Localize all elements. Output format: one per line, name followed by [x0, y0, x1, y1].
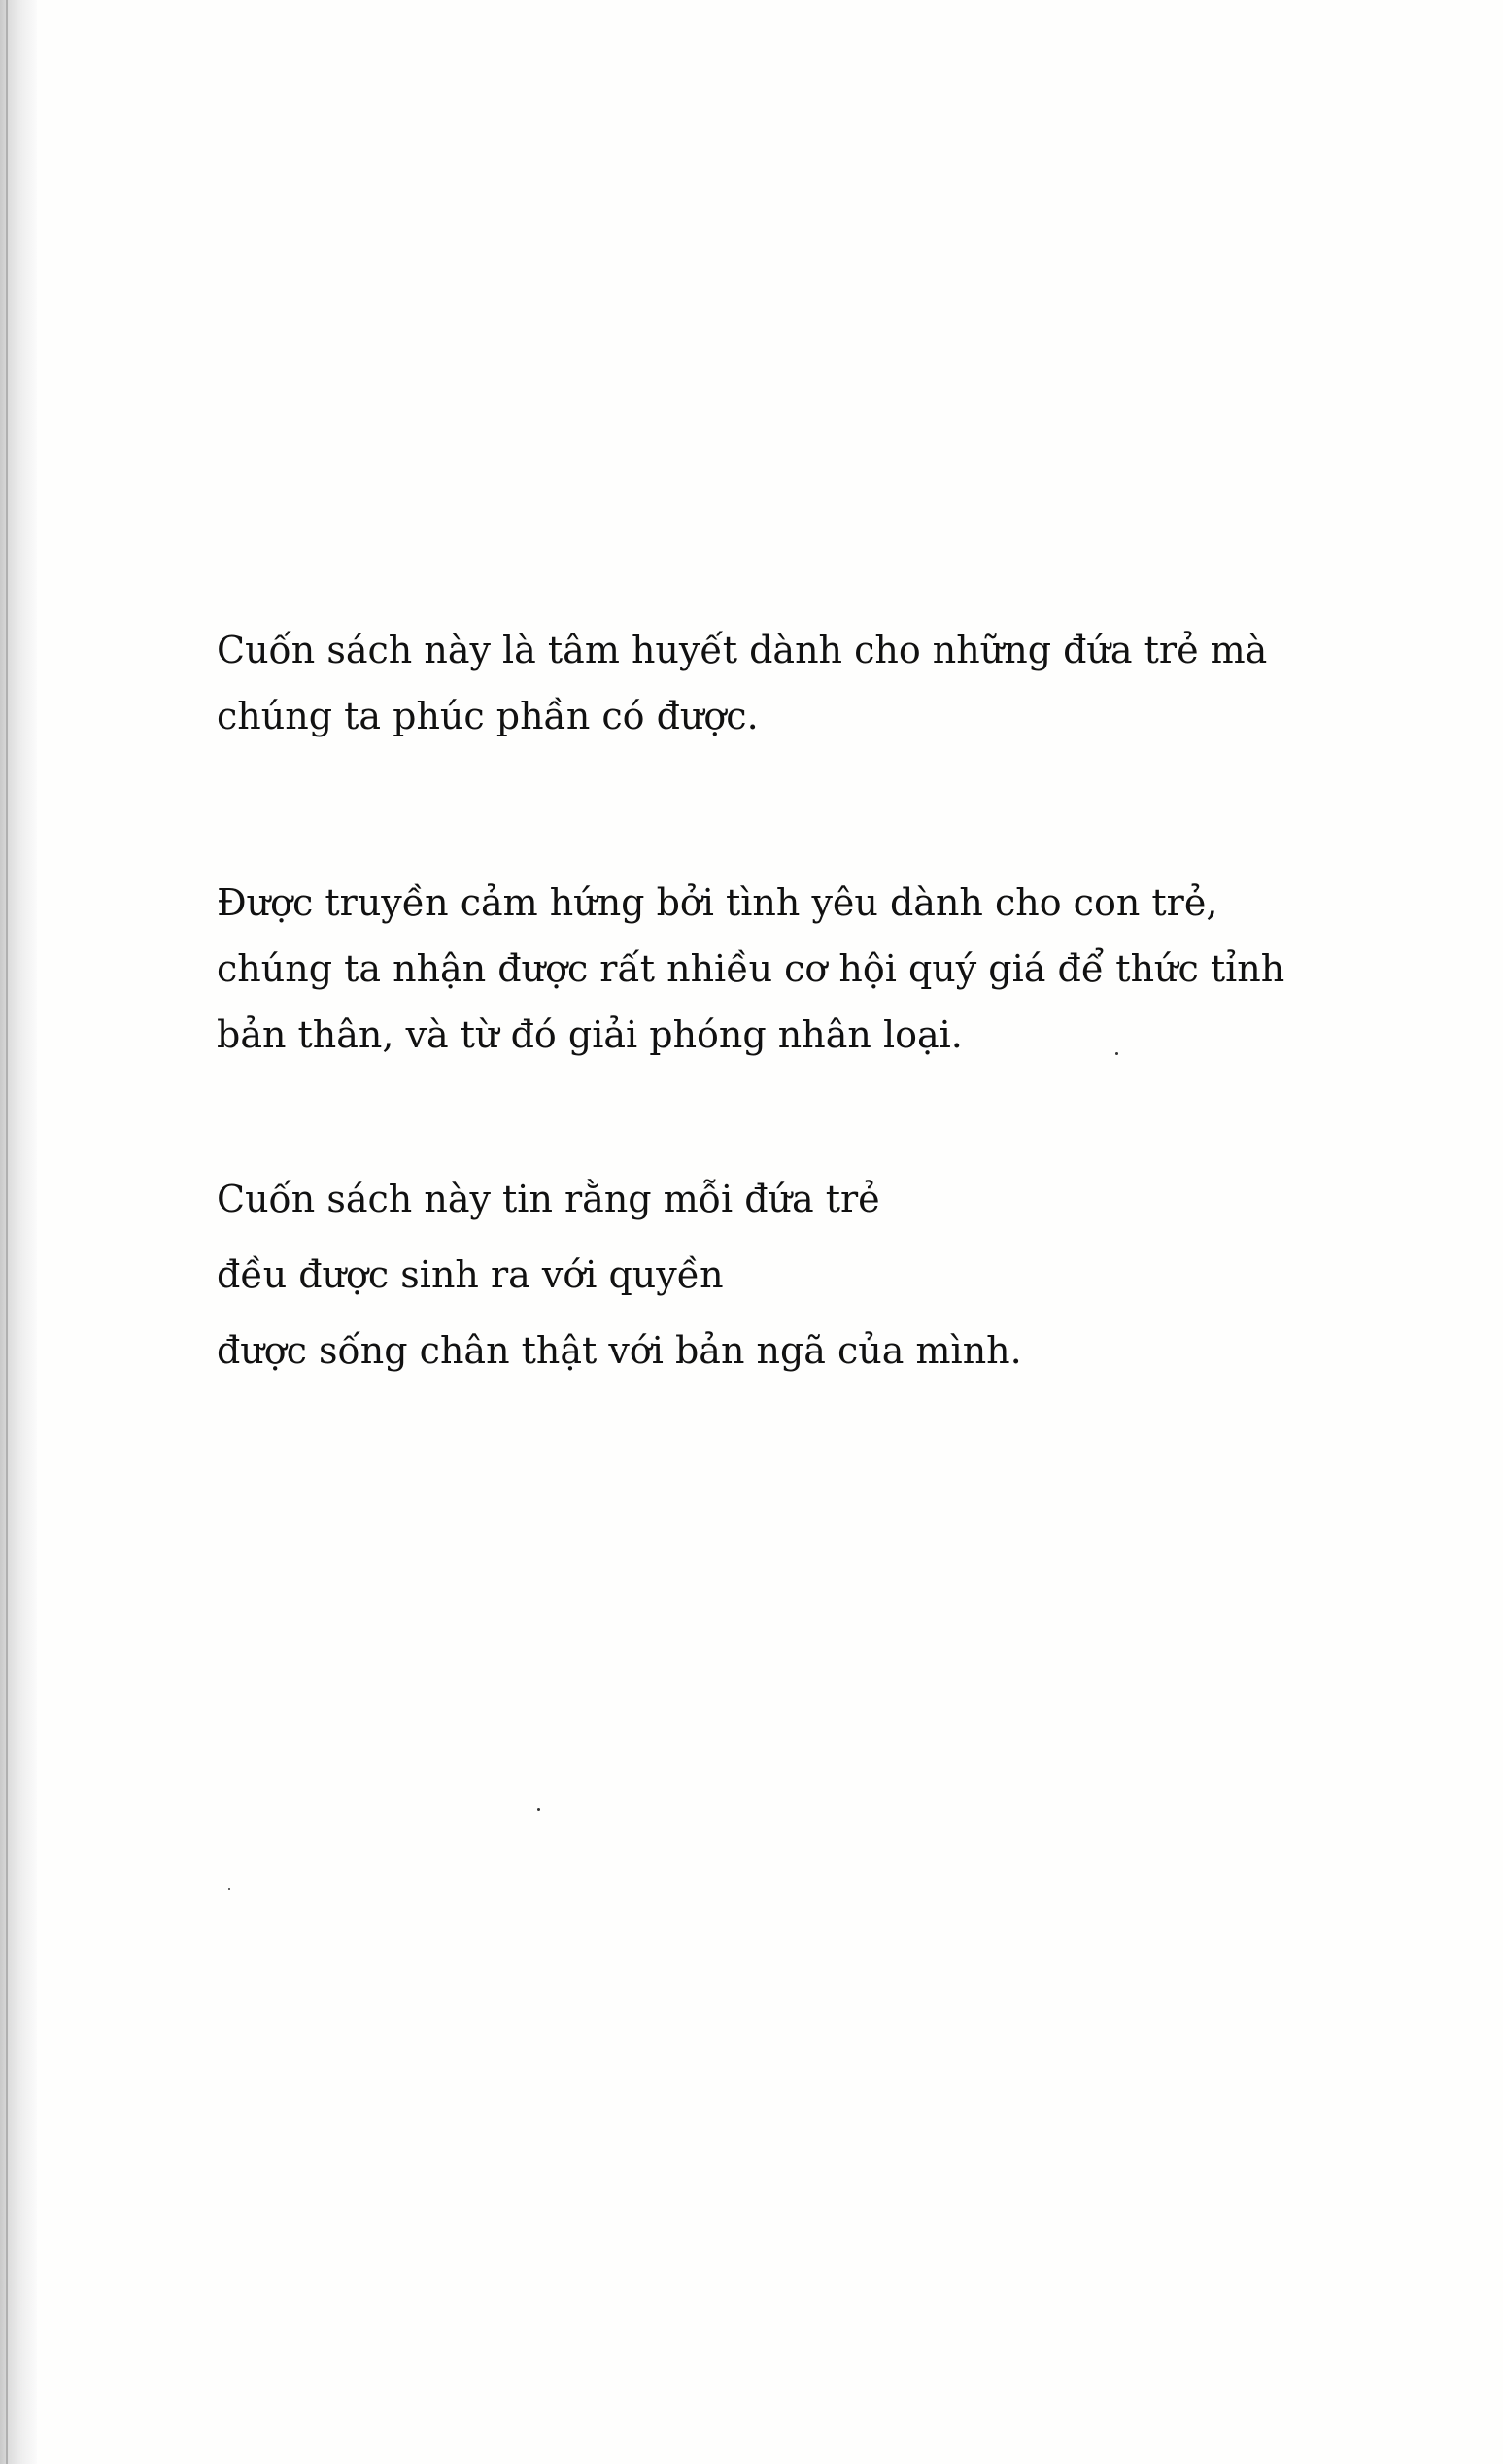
dedication-line: chúng ta phúc phần có được. — [217, 695, 759, 737]
dedication-line: Cuốn sách này là tâm huyết dành cho những đứa trẻ mà — [217, 629, 1268, 671]
dedication-line: Được truyền cảm hứng bởi tình yêu dành cho con trẻ, — [217, 881, 1218, 924]
page-binding-line — [6, 0, 8, 2464]
dedication-line: Cuốn sách này tin rằng mỗi đứa trẻ — [217, 1178, 880, 1220]
dedication-line: chúng ta nhận được rất nhiều cơ hội quý giá để thức tỉnh — [217, 947, 1285, 990]
scan-speck — [537, 1808, 540, 1811]
dedication-line: bản thân, và từ đó giải phóng nhân loại. — [217, 1013, 963, 1056]
scan-speck — [1115, 1052, 1118, 1055]
dedication-line: đều được sinh ra với quyền — [217, 1253, 724, 1296]
dedication-line: được sống chân thật với bản ngã của mình. — [217, 1329, 1022, 1372]
scan-speck — [228, 1888, 230, 1890]
